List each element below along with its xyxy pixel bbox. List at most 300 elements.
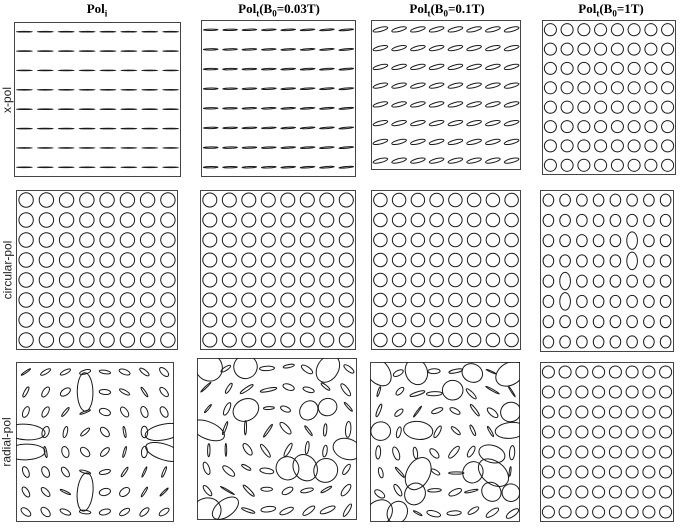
polarization-ellipse [428, 369, 440, 374]
polarization-dash [100, 148, 116, 149]
panel-frame [541, 191, 674, 352]
polarization-circle [222, 333, 236, 347]
polarization-circle [505, 193, 518, 207]
polarization-dash [203, 68, 218, 70]
polarization-circle [576, 506, 588, 518]
polarization-ellipse [450, 426, 461, 436]
polarization-circle [577, 255, 588, 267]
polarization-dash [142, 31, 158, 32]
polarization-ellipse [395, 386, 405, 396]
polarization-dash [261, 166, 276, 168]
polarization-ellipse [60, 489, 71, 496]
polarization-dash [163, 128, 179, 129]
polarization-circle [242, 193, 256, 207]
polarization-ellipse [429, 138, 445, 146]
polarization-circle [449, 313, 463, 327]
polarization-ellipse [280, 405, 292, 414]
polarization-ellipse [429, 119, 445, 127]
polarization-circle [320, 293, 334, 307]
polarization-circle [627, 295, 638, 307]
polarization-ellipse [279, 506, 294, 517]
polarization-circle [59, 193, 73, 207]
panel-radial-pol-i [16, 362, 174, 522]
polarization-circle [430, 333, 444, 347]
polarization-circle [645, 121, 657, 133]
polarization-ellipse [466, 44, 482, 52]
polarization-circle [120, 293, 134, 307]
polarization-dash [58, 167, 74, 168]
polarization-circle [140, 253, 154, 267]
polarization-ellipse [345, 421, 352, 437]
polarization-circle [281, 273, 295, 287]
polarization-ellipse [395, 467, 406, 479]
polarization-circle [628, 24, 640, 36]
polarization-dash [242, 68, 257, 70]
polarization-dash [300, 166, 315, 168]
polarization-ellipse [99, 446, 111, 458]
polarization-ellipse [504, 82, 520, 90]
polarization-circle [222, 213, 236, 227]
polarization-circle [626, 486, 638, 498]
polarization-ellipse [120, 467, 128, 478]
polarization-circle [140, 193, 154, 207]
polarization-circle [660, 466, 672, 478]
column-title-pol-i: Pol$_i$ [86, 1, 108, 19]
polarization-circle [449, 233, 463, 247]
polarization-circle [559, 446, 571, 458]
polarization-ellipse [429, 26, 445, 34]
polarization-ellipse [373, 44, 389, 52]
polarization-circle [392, 213, 406, 227]
column-title-pol-t-01: $Pol_t(B_0=0.1T)$ [409, 1, 485, 19]
polarization-ellipse [241, 507, 255, 514]
polarization-circle [595, 62, 607, 74]
polarization-ellipse [459, 362, 486, 386]
polarization-ellipse [426, 509, 441, 518]
polarization-ellipse [391, 26, 407, 34]
polarization-circle [320, 333, 334, 347]
polarization-ellipse [99, 487, 112, 496]
polarization-dash [261, 88, 276, 90]
polarization-ellipse [373, 101, 389, 109]
panel-frame [17, 191, 178, 350]
polarization-circle [627, 232, 638, 249]
polarization-dash [223, 88, 238, 90]
polarization-circle [593, 336, 604, 348]
polarization-circle [660, 194, 671, 206]
polarization-circle [627, 214, 638, 226]
polarization-circle [222, 193, 236, 207]
polarization-circle [486, 193, 500, 207]
polarization-dash [142, 167, 158, 168]
polarization-circle [542, 486, 554, 498]
polarization-ellipse [486, 369, 496, 375]
polarization-circle [542, 466, 554, 478]
polarization-ellipse [40, 406, 50, 419]
polarization-circle [576, 406, 588, 418]
polarization-circle [643, 466, 655, 478]
polarization-circle [645, 43, 657, 55]
polarization-ellipse [410, 26, 426, 34]
polarization-circle [644, 194, 655, 206]
polarization-circle [39, 213, 53, 227]
polarization-circle [662, 140, 674, 152]
polarization-circle [578, 82, 590, 94]
polarization-circle [560, 272, 571, 289]
polarization-circle [39, 273, 53, 287]
polarization-ellipse [59, 508, 71, 517]
polarization-circle [222, 253, 236, 267]
polarization-circle [486, 293, 500, 307]
polarization-circle [100, 193, 114, 207]
panel-frame [372, 21, 521, 170]
polarization-ellipse [40, 465, 51, 478]
polarization-dash [261, 48, 276, 50]
polarization-circle [392, 333, 406, 347]
polarization-circle [559, 486, 571, 498]
polarization-circle [449, 213, 463, 227]
polarization-dash [300, 48, 315, 50]
polarization-circle [593, 426, 605, 438]
polarization-circle [578, 121, 590, 133]
polarization-circle [544, 159, 556, 171]
polarization-circle [578, 43, 590, 55]
polarization-circle [120, 193, 134, 207]
polarization-circle [281, 193, 295, 207]
polarization-circle [281, 333, 295, 347]
polarization-circle [374, 193, 388, 207]
polarization-dash [16, 128, 32, 129]
polarization-circle [222, 293, 236, 307]
polarization-circle [300, 253, 314, 267]
polarization-dash [281, 88, 296, 90]
polarization-circle [261, 193, 275, 207]
polarization-ellipse [77, 373, 93, 412]
column-title-pol-t-1: $Pol_t(B_0=1T)$ [578, 1, 644, 19]
polarization-circle [203, 333, 217, 347]
polarization-dash [58, 70, 74, 71]
polarization-circle [392, 273, 406, 287]
polarization-ellipse [391, 138, 407, 146]
polarization-circle [161, 253, 175, 267]
polarization-circle [544, 24, 556, 36]
polarization-circle [222, 273, 236, 287]
polarization-dash [142, 148, 158, 149]
polarization-ellipse [449, 472, 464, 474]
polarization-ellipse [412, 447, 418, 459]
polarization-circle [392, 313, 406, 327]
polarization-ellipse [139, 406, 149, 419]
polarization-ellipse [261, 487, 273, 491]
polarization-ellipse [241, 442, 254, 456]
polarization-circle [261, 273, 275, 287]
polarization-circle [411, 213, 425, 227]
polarization-circle [505, 233, 518, 247]
polarization-ellipse [395, 426, 402, 438]
polarization-ellipse [433, 425, 443, 439]
polarization-ellipse [466, 101, 482, 109]
polarization-ellipse [159, 487, 168, 496]
polarization-ellipse [230, 358, 261, 382]
polarization-dash [300, 107, 315, 109]
polarization-ellipse [466, 63, 482, 71]
polarization-circle [19, 333, 33, 347]
polarization-circle [611, 62, 623, 74]
polarization-ellipse [373, 26, 389, 34]
polarization-circle [610, 194, 621, 206]
polarization-dash [339, 68, 354, 71]
polarization-circle [628, 82, 640, 94]
polarization-circle [644, 255, 655, 267]
panel-frame [17, 363, 174, 522]
polarization-circle [662, 159, 674, 171]
polarization-ellipse [373, 82, 389, 90]
polarization-circle [577, 336, 588, 348]
polarization-ellipse [119, 388, 131, 396]
polarization-circle [19, 213, 33, 227]
polarization-circle [627, 275, 638, 287]
polarization-dash [203, 147, 218, 149]
polarization-dash [300, 88, 315, 90]
polarization-ellipse [413, 406, 422, 418]
polarization-ellipse [394, 408, 405, 418]
polarization-ellipse [75, 472, 95, 512]
panel-xpol-b1 [542, 20, 676, 175]
polarization-ellipse [322, 445, 328, 457]
polarization-ellipse [373, 157, 389, 165]
polarization-ellipse [158, 507, 170, 518]
polarization-dash [320, 68, 335, 71]
polarization-ellipse [40, 386, 51, 399]
polarization-dash [223, 127, 238, 129]
panel-frame [372, 191, 521, 350]
polarization-circle [505, 293, 518, 307]
polarization-ellipse [259, 443, 272, 458]
polarization-ellipse [263, 406, 274, 409]
polarization-dash [339, 48, 354, 51]
polarization-circle [660, 255, 671, 267]
polarization-ellipse [485, 82, 501, 90]
polarization-ellipse [344, 402, 354, 412]
polarization-circle [80, 273, 94, 287]
polarization-dash [320, 87, 335, 90]
polarization-circle [660, 426, 672, 438]
polarization-circle [662, 62, 674, 74]
polarization-circle [544, 140, 556, 152]
polarization-circle [626, 466, 638, 478]
polarization-circle [628, 101, 640, 113]
panel-frame [198, 359, 357, 520]
polarization-circle [392, 253, 406, 267]
polarization-dash [300, 29, 315, 31]
polarization-ellipse [99, 369, 111, 374]
polarization-dash [142, 70, 158, 71]
polarization-dash [37, 31, 53, 32]
polarization-ellipse [143, 439, 174, 466]
polarization-circle [542, 426, 554, 438]
polarization-ellipse [391, 101, 407, 109]
polarization-dash [16, 70, 32, 71]
polarization-circle [242, 233, 256, 247]
polarization-circle [505, 333, 518, 347]
polarization-ellipse [485, 101, 501, 109]
polarization-circle [411, 193, 425, 207]
polarization-ellipse [343, 363, 355, 374]
polarization-circle [595, 101, 607, 113]
polarization-ellipse [478, 478, 505, 505]
polarization-dash [100, 128, 116, 129]
polarization-circle [645, 159, 657, 171]
polarization-circle [222, 233, 236, 247]
polarization-circle [578, 140, 590, 152]
polarization-ellipse [20, 506, 33, 518]
polarization-ellipse [447, 510, 462, 515]
polarization-circle [374, 293, 388, 307]
polarization-ellipse [431, 406, 444, 415]
polarization-circle [261, 213, 275, 227]
polarization-circle [100, 253, 114, 267]
polarization-dash [16, 167, 32, 168]
polarization-circle [559, 386, 571, 398]
polarization-ellipse [373, 63, 389, 71]
polarization-circle [339, 313, 353, 327]
polarization-circle [542, 446, 554, 458]
polarization-circle [281, 253, 295, 267]
polarization-circle [505, 253, 518, 267]
polarization-circle [577, 235, 588, 247]
polarization-circle [559, 506, 571, 518]
polarization-circle [628, 140, 640, 152]
polarization-ellipse [486, 406, 500, 419]
polarization-ellipse [79, 409, 90, 415]
polarization-circle [595, 82, 607, 94]
polarization-dash [339, 28, 354, 31]
polarization-circle [593, 214, 604, 226]
polarization-ellipse [144, 421, 174, 444]
polarization-circle [543, 336, 554, 348]
polarization-circle [203, 193, 217, 207]
polarization-ellipse [259, 467, 274, 475]
polarization-circle [628, 159, 640, 171]
polarization-circle [644, 214, 655, 226]
polarization-circle [80, 293, 94, 307]
polarization-circle [626, 406, 638, 418]
polarization-dash [58, 31, 74, 32]
polarization-ellipse [330, 435, 357, 464]
polarization-circle [543, 255, 554, 267]
polarization-circle [559, 366, 571, 378]
polarization-circle [544, 101, 556, 113]
polarization-circle [140, 293, 154, 307]
polarization-ellipse [466, 26, 482, 34]
polarization-circle [577, 275, 588, 287]
polarization-dash [300, 68, 315, 70]
polarization-ellipse [320, 485, 332, 493]
polarization-circle [486, 313, 500, 327]
polarization-dash [261, 127, 276, 129]
polarization-circle [19, 273, 33, 287]
polarization-ellipse [413, 510, 422, 516]
polarization-circle [595, 24, 607, 36]
polarization-circle [609, 506, 621, 518]
polarization-circle [560, 293, 571, 310]
polarization-circle [242, 253, 256, 267]
polarization-ellipse [40, 486, 52, 498]
polarization-dash [142, 90, 158, 91]
polarization-circle [486, 233, 500, 247]
polarization-circle [300, 293, 314, 307]
polarization-dash [121, 51, 137, 52]
polarization-dash [37, 167, 53, 168]
polarization-dash [58, 128, 74, 129]
polarization-ellipse [449, 406, 461, 415]
polarization-circle [100, 313, 114, 327]
polarization-circle [560, 336, 571, 348]
panel-frame [371, 363, 520, 522]
polarization-ellipse [342, 503, 353, 517]
polarization-circle [576, 466, 588, 478]
polarization-ellipse [410, 390, 426, 398]
panel-frame [543, 21, 676, 175]
polarization-dash [16, 51, 32, 52]
polarization-circle [561, 140, 573, 152]
polarization-circle [392, 193, 406, 207]
polarization-dash [281, 68, 296, 70]
polarization-circle [242, 273, 256, 287]
polarization-ellipse [410, 138, 426, 146]
polarization-circle [39, 313, 53, 327]
polarization-circle [430, 193, 444, 207]
polarization-circle [203, 213, 217, 227]
polarization-circle [627, 316, 638, 328]
polarization-circle [595, 121, 607, 133]
polarization-ellipse [278, 421, 292, 436]
polarization-circle [161, 213, 175, 227]
polarization-dash [37, 109, 53, 110]
polarization-dash [79, 148, 95, 149]
polarization-circle [467, 193, 481, 207]
polarization-circle [19, 293, 33, 307]
polarization-dash [163, 109, 179, 110]
polarization-circle [561, 43, 573, 55]
polarization-dash [37, 51, 53, 52]
polarization-circle [660, 506, 672, 518]
polarization-circle [662, 82, 674, 94]
polarization-circle [339, 253, 353, 267]
polarization-circle [203, 273, 217, 287]
polarization-dash [163, 70, 179, 71]
polarization-ellipse [391, 44, 407, 52]
polarization-circle [593, 255, 604, 267]
polarization-circle [430, 233, 444, 247]
polarization-circle [543, 275, 554, 287]
polarization-circle [300, 193, 314, 207]
polarization-ellipse [504, 119, 520, 127]
polarization-ellipse [61, 407, 70, 417]
polarization-ellipse [16, 444, 45, 461]
polarization-circle [660, 366, 672, 378]
polarization-circle [430, 293, 444, 307]
polarization-circle [100, 333, 114, 347]
polarization-dash [142, 128, 158, 129]
polarization-circle [320, 213, 334, 227]
polarization-circle [505, 313, 518, 327]
polarization-circle [203, 293, 217, 307]
polarization-ellipse [410, 101, 426, 109]
polarization-ellipse [59, 386, 72, 398]
polarization-ellipse [118, 368, 130, 376]
polarization-circle [542, 506, 554, 518]
